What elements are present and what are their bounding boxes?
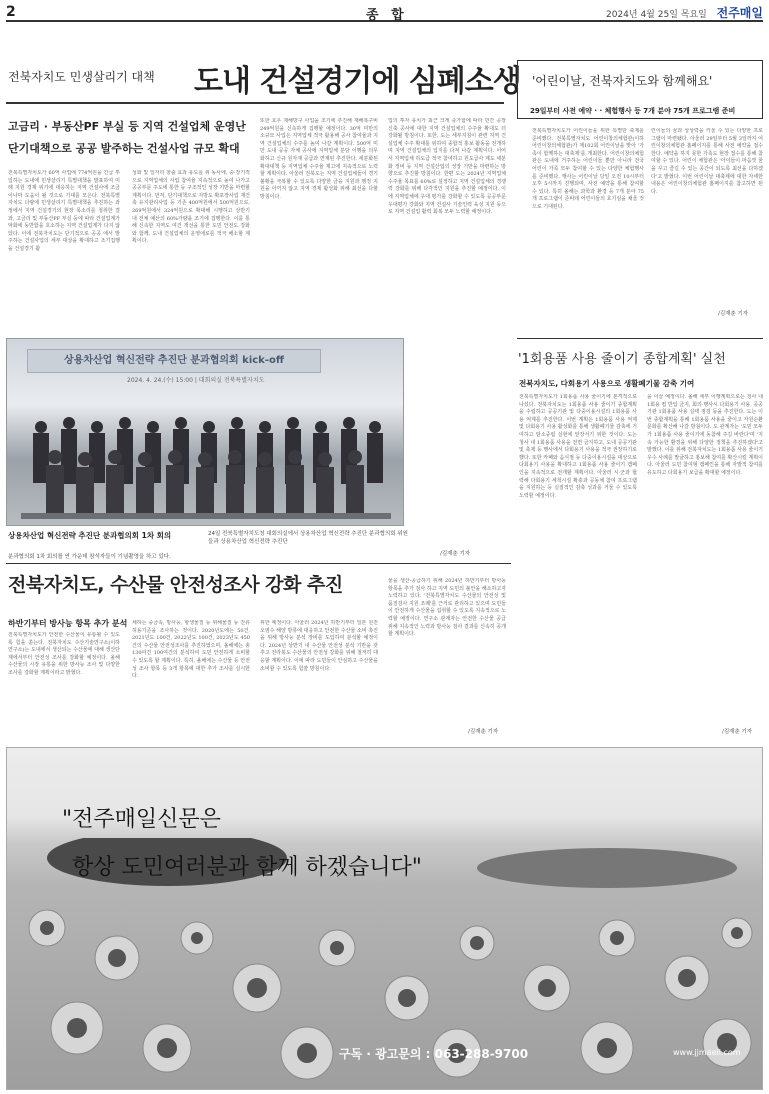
article2-top-rule [6,563,511,564]
article2-col3 [260,620,378,732]
article2-col3-text: 위한 예정이다. 아울러 2024년 하반기부터 일본 원전 오염수 해양 방류에 대응하고 안전한 수산물 소비 촉진을 위해 방사능 분석 장비를 도입하여 분석할 예정이다. 2024년 상반기 내 수산물 안전성 분석 기반을 갖추고 전라북도 수산물의 안전성 강화를 위해 철저히 대응할 계획이다. 이에 따라 도민들이 안심하고 수산물을 소비할 수 있도록 힘쓸 방침이다. [260,620,378,672]
photo-caption-text: 24일 전북특별자치도청 대회의실에서 상용차산업 혁신전략 추진단 분과협의회 위원들과 상용차산업 혁신전략 추진단 [208,531,408,545]
article3-sub: 전북자치도, 다회용기 사용으로 생활폐기물 감축 기여 [519,379,695,388]
article1-col4-text: 업의 투자 유치가 최근 크게 증가함에 따라 민간 공장 신축 공사에 대한 지역 건설업체의 수주율 확대도 더 강화될 방침이다. 또한, 도는 세부지침이 관련 지역 건설업체 수주 확대를 위하여 종합적 홍보 활동을 전개하며 지역 건설업체의 입지를 다져 나갈 계획이다. 이어서 지역업체 하도급 적극 참여하고 원도급사 제도 세분화 정비 등 지역 건설산업의 성장 기반을 마련하는 방향으로 추진할 방침이다. 한편 도는 2024년 지역업체 수주율 목표를 60%로 설정하고 지역 건설업체의 경쟁력 강화를 위해 다각적인 지원을 추진할 예정이다. 이에 지역업체에 우대 평가를 강화할 수 있도록 공공부문 우대평가 강화와 지역 건설사 기술인력 육성 지원 등으로 지역 건설업 활력 회복 모두 노력할 예정이다. [388,118,506,216]
photo-banner-sub: 2024. 4. 24.(수) 15:00 | 대회의실 전북특별자치도 [127,377,265,384]
article3-col1-text: 전북특별자치도가 1회용품 사용 줄이기에 본격적으로 나섰다. 전북자치도는 1회용품 사용 줄이기 종합계획을 수립하고 공공기관 및 다중이용시설의 1회용품 사용 억제를 추진한다. 이번 계획은 1회용품 사용 억제 및 다회용기 사용 활성화를 통해 생활폐기물 감축에 기여하고 탄소중립 실현에 앞장서기 위한 것이다. 도는 청사 내 1회용품 사용을 전면 금지하고, 도내 공공기관 및 축제 등 행사에서 다회용기 사용을 적극 권장하기로 했다. 또한 카페와 음식점 등 다중이용시설을 대상으로 다회용기 사용을 확대하고 1회용품 사용 줄이기 캠페인을 지속적으로 전개할 계획이다. 아울러 시·군과 협력해 다회용기 세척시설 확충과 공동체 참여 프로그램을 지원하는 등 실질적인 감축 성과를 거둘 수 있도록 노력할 예정이다. [519,394,637,499]
article1-kicker: 전북자치도 민생살리기 대책 [8,70,155,84]
article1-col3 [260,118,378,330]
article1-sub1: 고금리 · 부동산PF 부실 등 지역 건설업체 운영난 [8,120,246,133]
ad-slogan [62,796,422,892]
section-label: 종 합 [366,8,408,23]
box-col2-text: 린이들의 꿈과 상상력을 키울 수 있는 다양한 프로그램이 마련됐다. 아울러 29일부터 5월 3일까지 어린이창의체험관 홈페이지를 통해 사전 예약을 접수한다. 예약을 하지 못한 가족도 현장 접수를 통해 참여할 수 있다. 어린이 체험관은 '아이들이 마음껏 꿈을 꾸고 즐길 수 있는 공간이 되도록 최선을 다하겠다'고 밝혔다. 이번 어린이날 대축제에 대한 자세한 내용은 어린이창의체험관 홈페이지를 참고하면 된다. [651,128,763,195]
subscription-ad [6,747,763,1090]
article1-col4 [388,118,506,530]
issue-date: 2024년 4월 25일 목요일 [606,10,707,20]
box-col1-text: 전북특별자치도가 어린이들을 위한 특별한 축제를 준비했다. 전북특별자치도 어린이창의체험관(이하 어린이창의체험관)가 제102회 어린이날을 맞아 '가족이 함께하는 대축제'를 개최한다. 어린이창의체험관은 도내에 거주하는 어린이들 뿐만 아니라 전국 어린이 가족 모두 참여할 수 있는 다양한 체험행사를 준비했다. 행사는 어린이날 당일 오전 10시부터 오후 5시까지 진행되며, 사전 예약을 통해 참여할 수 있다. 특히 올해는 과학과 환경 등 7개 분야 75개 프로그램이 준비돼 어린이들의 호기심을 채울 것으로 기대된다. [532,128,644,210]
box-byline: /김재춘 기자 [718,311,749,317]
photo-caption-title: 상용차산업 혁신전략 추진단 분과협의회 1차 회의 [8,531,172,540]
paper-name: 전주매일 [716,6,763,20]
page-number: 2 [6,4,16,20]
article1-col2 [132,170,250,330]
article2-col1 [8,632,120,732]
page-header [6,4,763,22]
article2-col4-text: 물을 생산·공급하기 위해 2024년 하반기부터 방사능 항목을 추가 검사 하고 지역 도민의 불안을 해소하고자 노력하고 있다. '전북특별자치도 수산물의 안전성 및 품질검사 지원 조례'를 근거로 관리하고 있으며 도민들이 안전하게 수산물을 섭취할 수 있도록 지속적으로 노력할 예정이다. 연구소 관계자는 안전한 수산물 공급 위해 지속적인 노력과 방사능 검사 결과를 신속히 공개할 계획이다. [388,578,506,638]
article2-col2 [132,620,250,732]
box-sub: 29일부터 사전 예약 · · 체험행사 등 7개 분야 75개 프로그램 준비 [530,107,736,115]
article1-col1-text: 전북특별자치도가 60억 사업에 774억원을 긴급 투입하는 도내에 민생살리기 특별대책을 발표하여 미래 지원 경제 위기에 대응하는 지역 건설사에 조금이나마 도움이 될 것으로 기대를 모은다. 전북특별자치도 다량에 민생살리기 특별대책을 추진하는 과정에서 지역 건설경기의 현장 목소리를 청취한 결과, 고금리 및 부동산PF 부실 등에 따라 건설업계가 악화에 동반함을 호소하는 지역 건설업계가 다지 않았다. 이에 전북자치도는 단기적으로 공공 에서 발주하는 건설사업의 세부 대상을 확대하고 조기집행을 건설경기 활 [8,170,120,252]
article1-col3-text: 또한 호우 재해방구 사업을 조기에 추진해 재해복구비 249억원을 신속하게 집행할 예정이다. 30억 미만의 소규모 사업은 지역업체 적극 활용해 공사 참여율과 지역 건설업체의 수주를 높여 나갈 계획이다. 500억 미만 도내 공공 자체 공사에 지역업체 분담 이행을 의무화하고 신규 원자재 공급과 연계된 추진한다. 세분화된 확대대책 등 지역업체 수주율 제고에 지속적으로 노력할 계획이다. 아울러 전북도는 지역 건설업체들이 경기 불황을 극복할 수 있도록 다양한 금융 지원과 행정 지원을 아끼지 않고 지역 경제 활성화 위해 최선을 다할 방침이다. [260,118,378,200]
article2-sub: 하반기부터 방사능 항목 추가 분석 [8,619,128,628]
article3-headline: '1회용품 사용 줄이기 종합계획' 실천 [518,352,726,367]
article1-byline: /김재춘 기자 [440,551,471,557]
article1-headline: 도내 건설경기에 심폐소생 [194,64,521,99]
article1-sub2: 단기대책으로 공공 발주하는 건설사업 규모 확대 [8,142,240,155]
group-photo-people [21,409,391,519]
ad-slogan-line1: "전주매일신문은 [62,807,221,832]
article2-col4 [388,578,506,726]
article1-rule [6,102,504,104]
article3-top-rule [517,338,763,339]
box-col1 [532,128,644,318]
ad-website-url[interactable]: www.jjmaeil.com [673,1048,741,1057]
article2-col2-text: 채하는 중금속, 방사능, 항생물질 등 위해물질 등 잔류허용기준을 조사하는 것이다. 2020년도에는 50건, 2021년도 100건, 2022년도 100건, 2023년도 450건의 수산물 안전성조사를 추진하였으며, 올해에는 총 130여건 100여건의 분석하여 도민 안전하게 소비할 수 있도록 할 계획이다. 특히, 올해에는 수산물 등 안전성 조사 항목 등 3개 항목에 대한 추가 조사를 실시한다. [132,620,250,680]
photo-caption-line2: 분과협의회 1차 회의를 연 가운데 참석자들이 기념촬영을 하고 있다. [8,554,171,560]
box-col2 [651,128,763,316]
article3-col2 [647,394,763,728]
box-headline: '어린이날, 전북자치도와 함께해요' [532,74,713,88]
news-photo [6,338,404,526]
ad-contact-phone: 구독 · 광고문의 : 063-288-9700 [339,1047,529,1061]
article3-col1 [519,394,637,732]
article2-headline: 전북자치도, 수산물 안전성조사 강화 추진 [8,574,343,596]
article2-byline: /김재춘 기자 [468,729,499,735]
article2-col1-text: 전북특별자치도가 안전한 수산물이 유통될 수 있도록 힘을 쏟는다. 전북자치도 수산기술연구소(이하 연구소)는 도내에서 생산되는 수산물에 대해 생산단계에서부터 안전성 조사를 강화할 예정이다. 올해 수산물의 시장 유통을 위한 방사능 조사 및 다양한 조사를 강화할 계획이라고 밝혔다. [8,632,120,676]
article3-byline: /김재춘 기자 [722,729,753,735]
ad-slogan-line2: 항상 도민여러분과 함께 하겠습니다" [72,855,422,880]
article1-col1 [8,170,120,330]
article3-col2-text: 을 이끌 예정이다. 올해 세부 이행계획으로는 청사 내 1회용 컵 반입 금지, 회의·행사시 다회용기 사용, 공공기관 1회용품 사용 실태 점검 등을 추진한다. 도는 이번 종합계획을 통해 1회용품 사용을 줄이고 자원순환 문화를 확산해 나갈 방침이다. 도 관계자는 '도민 모두가 1회용품 사용 줄이기에 동참해 주길 바란다'며 '지속 가능한 환경을 위해 다양한 정책을 추진하겠다'고 말했다. 이를 위해 전북자치도는 1회용품 사용 줄이기 우수 사례를 발굴하고 홍보해 참여를 확산시킬 계획이다. 아울러 도민 참여형 캠페인을 통해 자발적 참여를 유도하고 다회용기 보급을 확대할 예정이다. [647,394,763,476]
photo-banner: 상용차산업 혁신전략 추진단 분과협의회 kick-off [27,349,321,373]
article1-col2-text: 성화 및 일자리 창출 효과 유도를 위 동사에, 중·장기적으로 지역업체의 사업 참여율 지속적으로 높여 나가고 공공부문 주도에 통한 등 구조적인 성장 기반을 마련할 계획이다. 먼저, 단기대책으로 지방도 확포장사업 재건축 유지관리사업 등 기존 400억원에서 500억원으로, 269억원에서 324억원으로 확대해 시행하고 상반기 내 전체 예산의 60%가량을 조기에 집행한다. 이를 통해 신속한 지역도 여건 개선을 통한 도민 안전도 강화와 함께, 도내 건설업체의 운영애로를 적극 해소할 계획이다. [132,170,250,245]
